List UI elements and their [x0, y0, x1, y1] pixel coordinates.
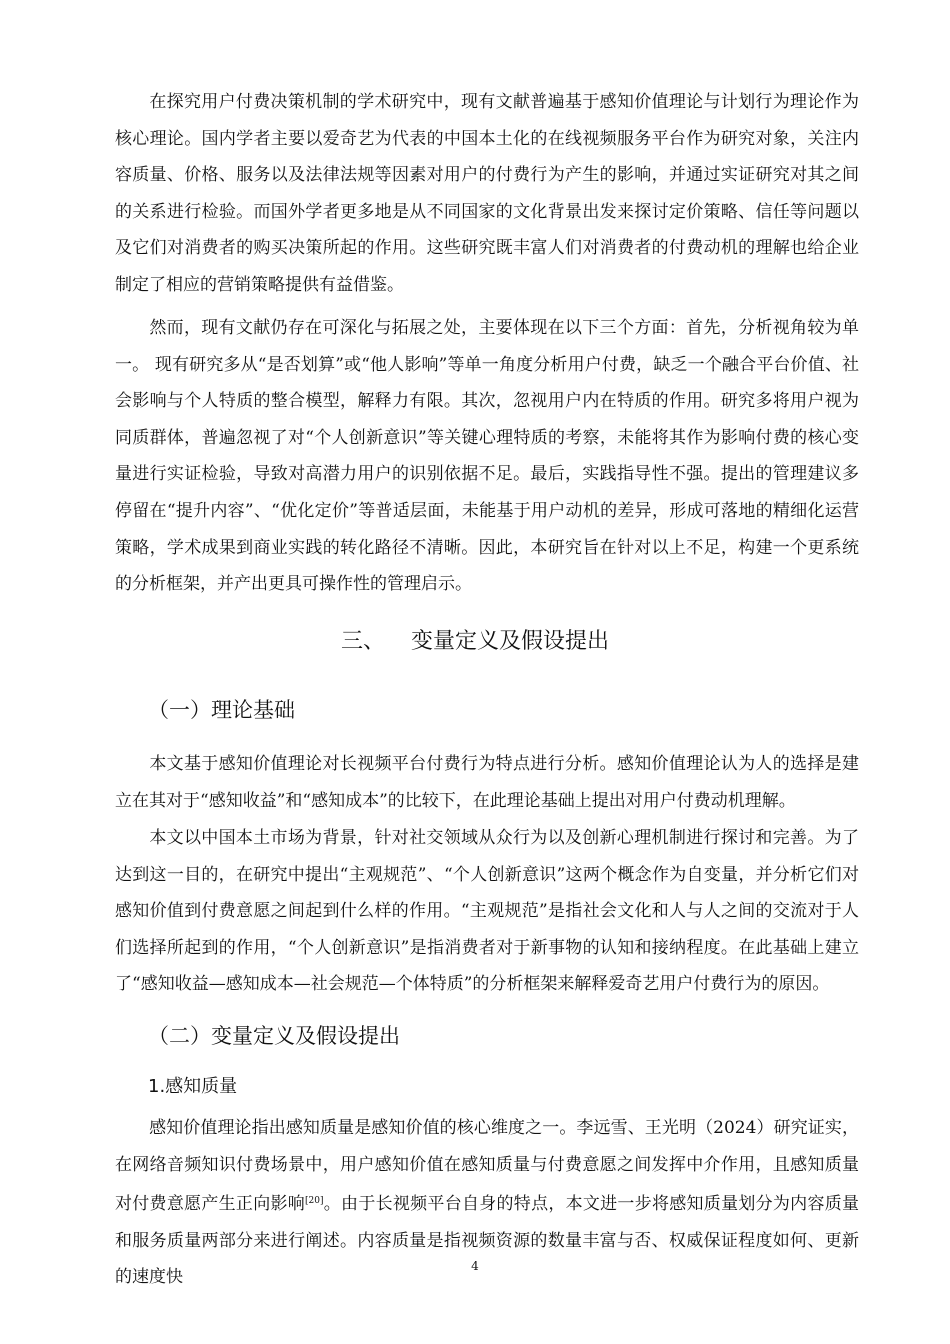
subsubheading-perceived-quality: 1.感知质量 — [148, 1076, 238, 1097]
section-number: 三、 — [340, 629, 385, 654]
subheading-variable-definition: （二）变量定义及假设提出 — [148, 1024, 400, 1048]
paragraph-theory-intro: 本文基于感知价值理论对长视频平台付费行为特点进行分析。感知价值理论认为人的选择是建立在其对于“感知收益”和“感知成本”的比较下，在此理论基础上提出对用户付费动机理解。 — [115, 754, 859, 811]
section-title: 变量定义及假设提出 — [411, 629, 610, 654]
citation-ref: [20] — [305, 1196, 324, 1207]
paragraph-literature-review: 在探究用户付费决策机制的学术研究中，现有文献普遍基于感知价值理论与计划行为理论作为核心理论。国内学者主要以爱奇艺为代表的中国本土化的在线视频服务平台作为研究对象，关注内容质量、价格、服务以及法律法规等因素对用户的付费行为产生的影响，并通过实证研究对其之间的关系进行检验。而国外学者更多地是从不同国家的文化背景出发来探讨定价策略、信任等问题以及它们对消费者的购买决策所起的作用。这些研究既丰富人们对消费者的付费动机的理解也给企业制定了相应的营销策略提供有益借鉴。 — [115, 92, 859, 295]
paragraph-framework: 本文以中国本土市场为背景，针对社交领域从众行为以及创新心理机制进行探讨和完善。为了达到这一目的，在研究中提出“主观规范”、“个人创新意识”这两个概念作为自变量，并分析它们对感知价值到付费意愿之间起到什么样的作用。“主观规范”是指社会文化和人与人之间的交流对于人们选择所起到的作用，“个人创新意识”是指消费者对于新事物的认知和接纳程度。在此基础上建立了“感知收益—感知成本—社会规范—个体特质”的分析框架来解释爱奇艺用户付费行为的原因。 — [115, 828, 859, 995]
paragraph-literature-gaps: 然而，现有文献仍存在可深化与拓展之处，主要体现在以下三个方面：首先，分析视角较为单一。 现有研究多从“是否划算”或“他人影响”等单一角度分析用户付费，缺乏一个融合平台价值、社会影响与个人特质的整合模型，解释力有限。其次，忽视用户内在特质的作用。研究多将用户视为同质群体，普遍忽视了对“个人创新意识”等关键心理特质的考察，未能将其作为影响付费的核心变量进行实证检验，导致对高潜力用户的识别依据不足。最后，实践指导性不强。提出的管理建议多停留在“提升内容”、“优化定价”等普适层面，未能基于用户动机的差异，形成可落地的精细化运营策略，学术成果到商业实践的转化路径不清晰。因此，本研究旨在针对以上不足，构建一个更系统的分析框架，并产出更具可操作性的管理启示。 — [115, 318, 859, 595]
subheading-theory-basis: （一）理论基础 — [148, 698, 295, 722]
page-number: 4 — [471, 1259, 479, 1273]
section-heading — [0, 624, 950, 660]
paragraph-perceived-quality: 感知价值理论指出感知质量是感知价值的核心维度之一。李远雪、王光明（2024）研究证实，在网络音频知识付费场景中，用户感知价值在感知质量与付费意愿之间发挥中介作用，且感知质量对付费意愿产生正向影响[20]。由于长视频平台自身的特点，本文进一步将感知质量划分为内容质量和服务质量两部分来进行阐述。内容质量是指视频资源的数量丰富与否、权威保证程度如何、更新的速度快 — [115, 1118, 859, 1288]
